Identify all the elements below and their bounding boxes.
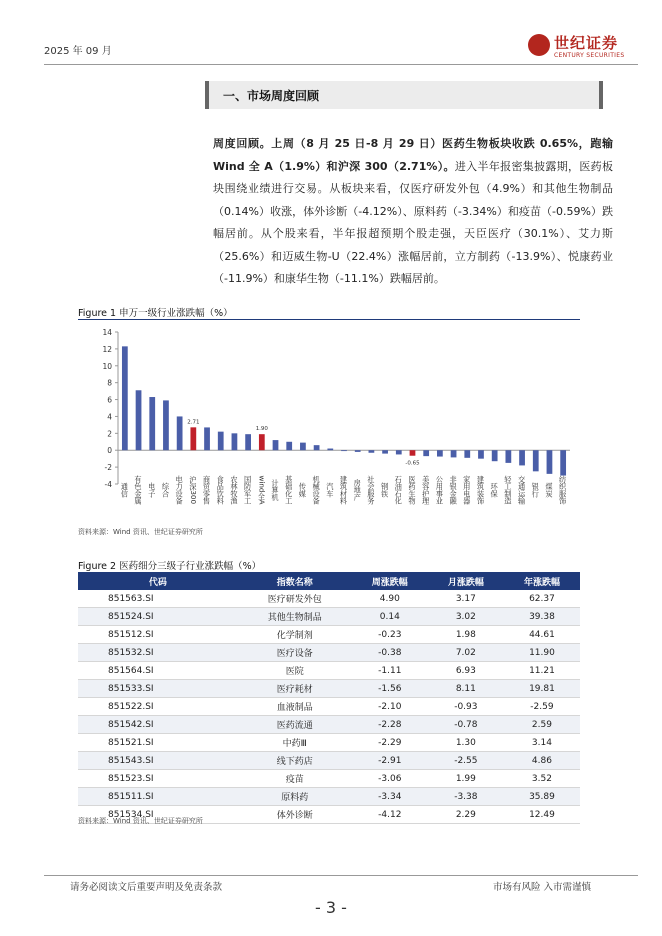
- table-cell: -1.56: [352, 680, 428, 698]
- table-cell: 3.14: [504, 734, 580, 752]
- x-tick-label: 国防军工: [243, 475, 253, 505]
- table-cell: 35.89: [504, 788, 580, 806]
- bar: [464, 450, 470, 458]
- x-tick-label: 农林牧渔: [229, 475, 239, 505]
- table-cell: -0.93: [428, 698, 504, 716]
- figure2-caption: Figure 2 医药细分三级子行业涨跌幅（%）: [78, 561, 262, 572]
- table-cell: -0.78: [428, 716, 504, 734]
- y-tick-label: 12: [102, 344, 112, 354]
- x-tick-label: 交通运输: [517, 475, 527, 505]
- header-divider: [44, 64, 638, 65]
- x-tick-label: 通信: [120, 482, 130, 498]
- table-cell: 1.30: [428, 734, 504, 752]
- table-cell: 体外诊断: [238, 806, 352, 824]
- bar: [410, 450, 416, 455]
- table-row: [78, 770, 580, 788]
- footer-divider: [44, 875, 638, 876]
- bar: [505, 450, 511, 463]
- figure1-caption: Figure 1 申万一级行业涨跌幅（%）: [78, 308, 233, 319]
- table-cell: 化学制剂: [238, 626, 352, 644]
- table-cell: -2.91: [352, 752, 428, 770]
- x-tick-label: 医药生物: [407, 475, 417, 505]
- x-tick-label: 社会服务: [366, 475, 376, 505]
- table-cell: 疫苗: [238, 770, 352, 788]
- x-tick-label: 食品饮料: [216, 475, 226, 505]
- column-header: 年涨跌幅: [504, 572, 580, 590]
- table-cell: 4.86: [504, 752, 580, 770]
- bar: [478, 450, 484, 458]
- bar: [423, 450, 429, 456]
- table-cell: 1.98: [428, 626, 504, 644]
- bar: [273, 440, 279, 450]
- x-tick-label: 机械设备: [312, 475, 322, 505]
- bar: [314, 445, 320, 450]
- logo-subtitle: CENTURY SECURITIES: [554, 52, 625, 59]
- table-cell: 中药Ⅲ: [238, 734, 352, 752]
- bar: [533, 450, 539, 471]
- column-header: 代码: [78, 572, 238, 590]
- logo-emblem-icon: [528, 34, 550, 56]
- x-tick-label: 美容护理: [421, 475, 431, 505]
- report-date: 2025 年 09 月: [44, 46, 112, 57]
- section-heading-box: [205, 81, 603, 109]
- table-cell: 11.21: [504, 662, 580, 680]
- table-cell: -2.10: [352, 698, 428, 716]
- x-tick-label: 商贸零售: [202, 475, 212, 505]
- bar: [122, 346, 128, 450]
- bar: [149, 397, 155, 450]
- figure2-source: 资料来源：Wind 资讯、世纪证券研究所: [78, 817, 203, 825]
- section-title: 一、市场周度回顾: [223, 89, 320, 103]
- table-row: [78, 680, 580, 698]
- table-cell: 医疗设备: [238, 644, 352, 662]
- bar: [437, 450, 443, 456]
- bar: [259, 434, 265, 450]
- bar: [382, 450, 388, 453]
- table-cell: -0.23: [352, 626, 428, 644]
- footer-disclaimer: 请务必阅读文后重要声明及免责条款: [70, 882, 223, 893]
- subindustry-table: [78, 572, 580, 824]
- table-cell: 2.59: [504, 716, 580, 734]
- x-tick-label: 非银金融: [449, 475, 459, 505]
- table-cell: 851533.SI: [78, 680, 238, 698]
- bar: [190, 427, 196, 450]
- bar: [232, 433, 238, 450]
- bar: [204, 427, 210, 450]
- table-cell: 851521.SI: [78, 734, 238, 752]
- table-cell: -3.34: [352, 788, 428, 806]
- x-tick-label: wind全A: [257, 475, 267, 505]
- table-cell: 851524.SI: [78, 608, 238, 626]
- y-tick-label: 0: [107, 446, 112, 456]
- table-cell: 医疗研发外包: [238, 590, 352, 608]
- bar: [218, 432, 224, 451]
- industry-bar-chart: [78, 322, 580, 522]
- table-cell: -3.06: [352, 770, 428, 788]
- table-cell: -2.28: [352, 716, 428, 734]
- x-tick-label: 建筑材料: [339, 475, 349, 505]
- table-row: [78, 590, 580, 608]
- table-cell: 851511.SI: [78, 788, 238, 806]
- y-tick-label: -4: [104, 480, 112, 489]
- table-cell: 851523.SI: [78, 770, 238, 788]
- table-cell: 851512.SI: [78, 626, 238, 644]
- column-header: 月涨跌幅: [428, 572, 504, 590]
- x-tick-label: 银行: [531, 482, 541, 498]
- table-cell: -4.12: [352, 806, 428, 824]
- y-tick-label: 8: [107, 378, 112, 388]
- paragraph-body: 进入半年报密集披露期，医药板块围绕业绩进行交易。从板块来看，仅医疗研发外包（4.9%）和其他生物制品（0.14%）收涨，体外诊断（-4.12%）、原料药（-3.34%）和疫苗（-0.59%）跌幅居前。从个股来看，半年报超预期个股走强，天臣医疗（30.1%）、艾力斯（25.6%）和迈威生物-U（22.4%）涨幅居前，立方制药（-13.9%）、悦康药业（-11.9%）和康华生物（-11.1%）跌幅居前。: [213, 159, 614, 285]
- logo-text: 世纪证券: [554, 34, 619, 52]
- x-tick-label: 房地产: [353, 479, 363, 501]
- bar: [355, 450, 361, 452]
- data-label: 2.71: [187, 419, 200, 426]
- table-cell: 3.02: [428, 608, 504, 626]
- table-cell: 7.02: [428, 644, 504, 662]
- bar: [300, 443, 306, 451]
- table-cell: 11.90: [504, 644, 580, 662]
- table-cell: 851522.SI: [78, 698, 238, 716]
- bar: [327, 449, 333, 451]
- table-cell: 12.49: [504, 806, 580, 824]
- table-header-row: [78, 572, 580, 590]
- page-number: - 3 -: [315, 898, 347, 917]
- table-body: [78, 590, 580, 824]
- table-cell: 39.38: [504, 608, 580, 626]
- table-cell: 3.52: [504, 770, 580, 788]
- table-cell: 1.99: [428, 770, 504, 788]
- x-tick-label: 传媒: [298, 482, 308, 498]
- table-cell: 医院: [238, 662, 352, 680]
- x-tick-label: 钢铁: [380, 482, 390, 498]
- table-cell: 851532.SI: [78, 644, 238, 662]
- company-logo: [528, 32, 638, 66]
- bar: [451, 450, 457, 457]
- table-cell: 19.81: [504, 680, 580, 698]
- table-cell: -1.11: [352, 662, 428, 680]
- x-tick-label: 轻工制造: [503, 475, 513, 505]
- paragraph-lead: 周度回顾。上周（8 月 25 日-8 月 29 日）医药生物板块收跌 0.65%，跑输 Wind 全 A（1.9%）和沪深 300（2.71%）。: [213, 137, 613, 173]
- table-cell: 851564.SI: [78, 662, 238, 680]
- table-cell: -0.38: [352, 644, 428, 662]
- table-row: [78, 626, 580, 644]
- bar: [136, 390, 142, 450]
- bar: [286, 442, 292, 450]
- table-cell: 851563.SI: [78, 590, 238, 608]
- x-tick-label: 家用电器: [462, 475, 472, 505]
- table-cell: 6.93: [428, 662, 504, 680]
- column-header: 周涨跌幅: [352, 572, 428, 590]
- table-row: [78, 644, 580, 662]
- y-tick-label: -2: [104, 463, 112, 473]
- table-cell: 4.90: [352, 590, 428, 608]
- x-tick-label: 环保: [490, 482, 500, 498]
- x-tick-label: 纺织服饰: [558, 475, 568, 505]
- x-tick-label: 公用事业: [435, 475, 445, 505]
- bar: [369, 450, 375, 453]
- footer-risk-notice: 市场有风险 入市需谨慎: [493, 882, 592, 893]
- data-label: 1.90: [255, 426, 268, 433]
- table-cell: -2.55: [428, 752, 504, 770]
- bar: [163, 400, 169, 450]
- bar: [396, 450, 402, 454]
- x-tick-label: 计算机: [271, 479, 281, 501]
- bar: [519, 450, 525, 465]
- figure1-rule: [78, 319, 580, 320]
- y-tick-label: 6: [107, 395, 112, 405]
- y-tick-label: 2: [107, 429, 112, 439]
- table-cell: -3.38: [428, 788, 504, 806]
- table-cell: 851543.SI: [78, 752, 238, 770]
- figure1-source: 资料来源：Wind 资讯、世纪证券研究所: [78, 528, 203, 536]
- table-row: [78, 662, 580, 680]
- table-cell: 医疗耗材: [238, 680, 352, 698]
- bar: [492, 450, 498, 461]
- table-cell: 0.14: [352, 608, 428, 626]
- table-row: [78, 788, 580, 806]
- x-tick-label: 基础化工: [284, 475, 294, 505]
- y-tick-label: 4: [107, 412, 112, 422]
- table-cell: 医药流通: [238, 716, 352, 734]
- x-tick-label: 有色金属: [134, 475, 144, 505]
- table-cell: 851542.SI: [78, 716, 238, 734]
- bar: [560, 450, 566, 475]
- weekly-review-paragraph: [213, 133, 613, 291]
- table-cell: 其他生物制品: [238, 608, 352, 626]
- table-cell: 851534.SI: [78, 806, 238, 824]
- y-tick-label: 14: [102, 328, 112, 337]
- x-tick-label: 电子: [147, 482, 157, 498]
- table-cell: 血液制品: [238, 698, 352, 716]
- x-tick-label: 沪深300: [188, 475, 198, 505]
- table-cell: 3.17: [428, 590, 504, 608]
- bar: [547, 450, 553, 474]
- table-cell: 44.61: [504, 626, 580, 644]
- table-cell: -2.29: [352, 734, 428, 752]
- x-tick-label: 石油石化: [394, 475, 404, 505]
- table-cell: 62.37: [504, 590, 580, 608]
- table-row: [78, 698, 580, 716]
- bar: [177, 416, 183, 450]
- table-row: [78, 716, 580, 734]
- table-cell: 8.11: [428, 680, 504, 698]
- table-row: [78, 734, 580, 752]
- x-tick-label: 建筑装饰: [476, 475, 486, 505]
- data-label: -0.65: [405, 460, 420, 467]
- column-header: 指数名称: [238, 572, 352, 590]
- table-cell: 原料药: [238, 788, 352, 806]
- table-row: [78, 752, 580, 770]
- x-tick-label: 电力设备: [175, 475, 185, 505]
- table-row: [78, 608, 580, 626]
- bar: [341, 450, 347, 451]
- table-cell: -2.59: [504, 698, 580, 716]
- table-cell: 2.29: [428, 806, 504, 824]
- bar: [245, 434, 251, 450]
- x-tick-label: 煤炭: [544, 482, 554, 498]
- y-tick-label: 10: [102, 361, 112, 371]
- x-tick-label: 综合: [161, 482, 171, 498]
- x-tick-label: 汽车: [325, 482, 335, 498]
- table-cell: 线下药店: [238, 752, 352, 770]
